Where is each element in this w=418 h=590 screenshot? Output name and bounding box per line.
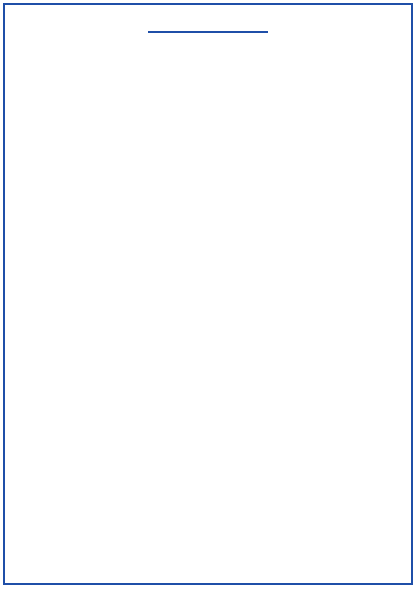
paragraph [13, 39, 403, 53]
paragraph [13, 184, 403, 198]
paragraph [13, 75, 403, 89]
paragraph [13, 239, 403, 253]
paragraph [13, 93, 403, 107]
arabic-quote [13, 147, 403, 162]
paragraph [13, 57, 403, 71]
page-title [148, 11, 268, 33]
title-row [5, 11, 411, 35]
paragraph [13, 202, 403, 216]
document-body [13, 39, 403, 575]
paragraph [13, 166, 403, 180]
paragraph [13, 111, 403, 125]
arabic-quote [13, 220, 403, 235]
document-page [3, 3, 413, 585]
footer-quote [13, 563, 403, 577]
paragraph [13, 129, 403, 143]
